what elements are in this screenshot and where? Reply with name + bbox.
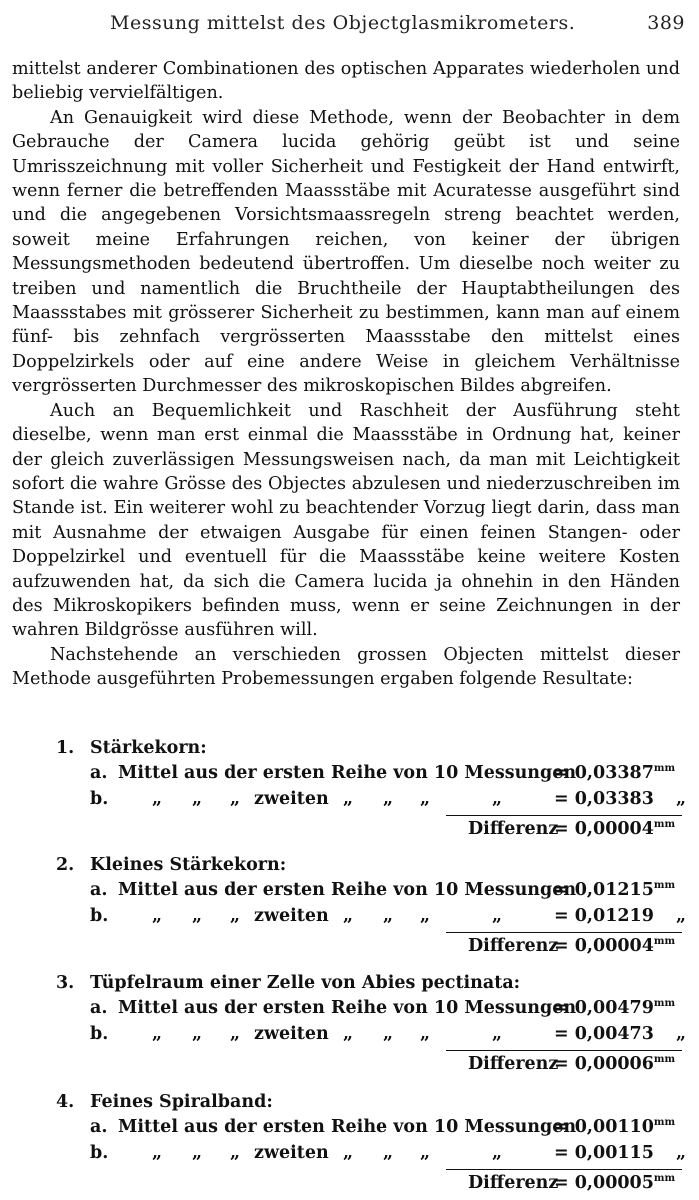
ditto-mark: „ <box>343 906 354 926</box>
difference-value <box>554 819 675 839</box>
difference-unit: mm <box>653 936 676 947</box>
difference-number: = 0,00006 <box>554 1054 654 1074</box>
result-item-number: 4. <box>56 1092 75 1112</box>
result-difference <box>0 936 699 960</box>
ditto-mark: „ <box>152 789 163 809</box>
row-value-unit: mm <box>653 1117 676 1128</box>
ditto-mark: „ <box>192 906 203 926</box>
row-value <box>554 998 675 1018</box>
row-word: zweiten <box>254 1024 329 1044</box>
ditto-unit: „ <box>676 789 687 809</box>
ditto-mark: „ <box>192 1024 203 1044</box>
paragraph-convenience: Auch an Bequemlichkeit und Raschheit der Ausführung steht dieselbe, wenn man erst einmal die Maassstäbe in Ordnung hat, keiner der gleich zuverlässigen Messungsweisen nach, da man mit Leichtigkeit sofort die wahre Grösse des Objectes abzulesen und niederzuschreiben im Stande ist. Ein weiterer wohl zu beachtender Vorzug liegt darin, dass man mit Ausnahme der etwaigen Ausgabe für einen feinen Stangen- oder Doppelzirkel und eventuell für die Maassstäbe keine weitere Kosten aufzuwenden hat, da sich die Camera lucida ja ohnehin in den Händen des Mikroskopikers befinden muss, wenn er seine Zeichnungen in der wahren Bildgrösse ausführen will. <box>12 400 680 641</box>
result-item-number: 1. <box>56 738 75 758</box>
result-row-a <box>0 763 699 787</box>
result-row-b <box>0 1143 699 1167</box>
difference-label: Differenz <box>468 936 559 956</box>
row-value <box>554 880 675 900</box>
row-text: Mittel aus der ersten Reihe von 10 Messungen <box>118 880 577 900</box>
row-value-number: = 0,03387 <box>554 763 654 783</box>
ditto-mark: „ <box>383 1024 394 1044</box>
ditto-mark: „ <box>420 1143 431 1163</box>
ditto-mark: „ <box>492 1143 503 1163</box>
ditto-mark: „ <box>230 789 241 809</box>
sum-rule <box>446 932 682 933</box>
row-value-unit: mm <box>653 880 676 891</box>
row-word: zweiten <box>254 789 329 809</box>
result-difference <box>0 819 699 843</box>
ditto-mark: „ <box>383 789 394 809</box>
ditto-mark: „ <box>230 1024 241 1044</box>
row-letter: a. <box>90 880 108 900</box>
result-difference <box>0 1054 699 1078</box>
ditto-mark: „ <box>420 789 431 809</box>
row-value: = 0,01219 <box>554 906 654 926</box>
difference-unit: mm <box>653 819 676 830</box>
result-row-a <box>0 880 699 904</box>
paragraph-continuation: mittelst anderer Combinationen des optischen Apparates wiederholen und beliebig vervielfältigen. <box>12 59 680 104</box>
result-difference <box>0 1173 699 1197</box>
sum-rule <box>446 815 682 816</box>
result-row-b <box>0 789 699 813</box>
ditto-mark: „ <box>152 906 163 926</box>
ditto-unit: „ <box>676 906 687 926</box>
row-letter: b. <box>90 1143 109 1163</box>
page-number: 389 <box>647 12 685 34</box>
row-letter: a. <box>90 1117 108 1137</box>
row-letter: a. <box>90 763 108 783</box>
ditto-mark: „ <box>420 1024 431 1044</box>
difference-unit: mm <box>653 1173 676 1184</box>
row-word: zweiten <box>254 1143 329 1163</box>
row-value: = 0,03383 <box>554 789 654 809</box>
ditto-mark: „ <box>492 906 503 926</box>
result-item-title <box>56 973 520 993</box>
result-item-title <box>56 855 286 875</box>
row-value-number: = 0,00479 <box>554 998 654 1018</box>
row-letter: b. <box>90 1024 109 1044</box>
row-text: Mittel aus der ersten Reihe von 10 Messungen <box>118 998 577 1018</box>
ditto-mark: „ <box>383 1143 394 1163</box>
row-value <box>554 763 675 783</box>
row-letter: b. <box>90 906 109 926</box>
difference-number: = 0,00004 <box>554 819 654 839</box>
running-title: Messung mittelst des Objectglasmikrometers. <box>110 12 576 34</box>
ditto-mark: „ <box>152 1024 163 1044</box>
row-value-unit: mm <box>653 998 676 1009</box>
result-item-title <box>56 738 207 758</box>
ditto-mark: „ <box>343 1024 354 1044</box>
row-value: = 0,00473 <box>554 1024 654 1044</box>
difference-label: Differenz <box>468 1173 559 1193</box>
ditto-mark: „ <box>492 789 503 809</box>
row-text: Mittel aus der ersten Reihe von 10 Messungen <box>118 763 577 783</box>
sum-rule <box>446 1050 682 1051</box>
result-item-title <box>56 1092 273 1112</box>
ditto-mark: „ <box>343 1143 354 1163</box>
result-row-b <box>0 1024 699 1048</box>
row-value-number: = 0,00110 <box>554 1117 654 1137</box>
result-item-name: Stärkekorn: <box>90 738 207 758</box>
result-row-a <box>0 998 699 1022</box>
result-item-name: Feines Spiralband: <box>90 1092 273 1112</box>
ditto-mark: „ <box>230 1143 241 1163</box>
row-word: zweiten <box>254 906 329 926</box>
result-item-name: Kleines Stärkekorn: <box>90 855 287 875</box>
difference-value <box>554 936 675 956</box>
ditto-mark: „ <box>192 1143 203 1163</box>
row-letter: b. <box>90 789 109 809</box>
ditto-mark: „ <box>492 1024 503 1044</box>
row-value-number: = 0,01215 <box>554 880 654 900</box>
difference-label: Differenz <box>468 1054 559 1074</box>
ditto-unit: „ <box>676 1143 687 1163</box>
paragraph-accuracy: An Genauigkeit wird diese Methode, wenn der Beobachter in dem Gebrauche der Camera lucida gehörig geübt ist und seine Umrisszeichnung mit voller Sicherheit und Festigkeit der Hand entwirft, wenn ferner die betreffenden Maassstäbe mit Acuratesse ausgeführt sind und die angegebenen Vorsichtsmaassregeln streng beachtet werden, soweit meine Erfahrungen reichen, von keiner der übrigen Messungsmethoden bedeutend übertroffen. Um dieselbe noch weiter zu treiben und namentlich die Bruchtheile der Hauptabtheilungen des Maassstabes mit grösserer Sicherheit zu bestimmen, kann man auf einem fünf- bis zehnfach vergrösserten Maassstabe den mittelst eines Doppelzirkels oder auf eine andere Weise in gleichem Verhältnisse vergrösserten Durchmesser des mikroskopischen Bildes abgreifen. <box>12 107 680 397</box>
difference-unit: mm <box>653 1054 676 1065</box>
sum-rule <box>446 1169 682 1170</box>
difference-value <box>554 1173 675 1193</box>
difference-value <box>554 1054 675 1074</box>
row-text: Mittel aus der ersten Reihe von 10 Messungen <box>118 1117 577 1137</box>
ditto-mark: „ <box>152 1143 163 1163</box>
ditto-mark: „ <box>383 906 394 926</box>
difference-number: = 0,00005 <box>554 1173 654 1193</box>
result-item-number: 3. <box>56 973 75 993</box>
result-row-a <box>0 1117 699 1141</box>
paragraph-results-intro: Nachstehende an verschieden grossen Objecten mittelst dieser Methode ausgeführten Probemessungen ergaben folgende Resultate: <box>12 644 680 690</box>
ditto-mark: „ <box>420 906 431 926</box>
difference-label: Differenz <box>468 819 559 839</box>
ditto-mark: „ <box>343 789 354 809</box>
row-value: = 0,00115 <box>554 1143 654 1163</box>
result-row-b <box>0 906 699 930</box>
ditto-mark: „ <box>192 789 203 809</box>
row-letter: a. <box>90 998 108 1018</box>
result-item-name: Tüpfelraum einer Zelle von Abies pectinata: <box>90 973 521 993</box>
difference-number: = 0,00004 <box>554 936 654 956</box>
ditto-mark: „ <box>230 906 241 926</box>
ditto-unit: „ <box>676 1024 687 1044</box>
row-value <box>554 1117 675 1137</box>
row-value-unit: mm <box>653 763 676 774</box>
result-item-number: 2. <box>56 855 75 875</box>
